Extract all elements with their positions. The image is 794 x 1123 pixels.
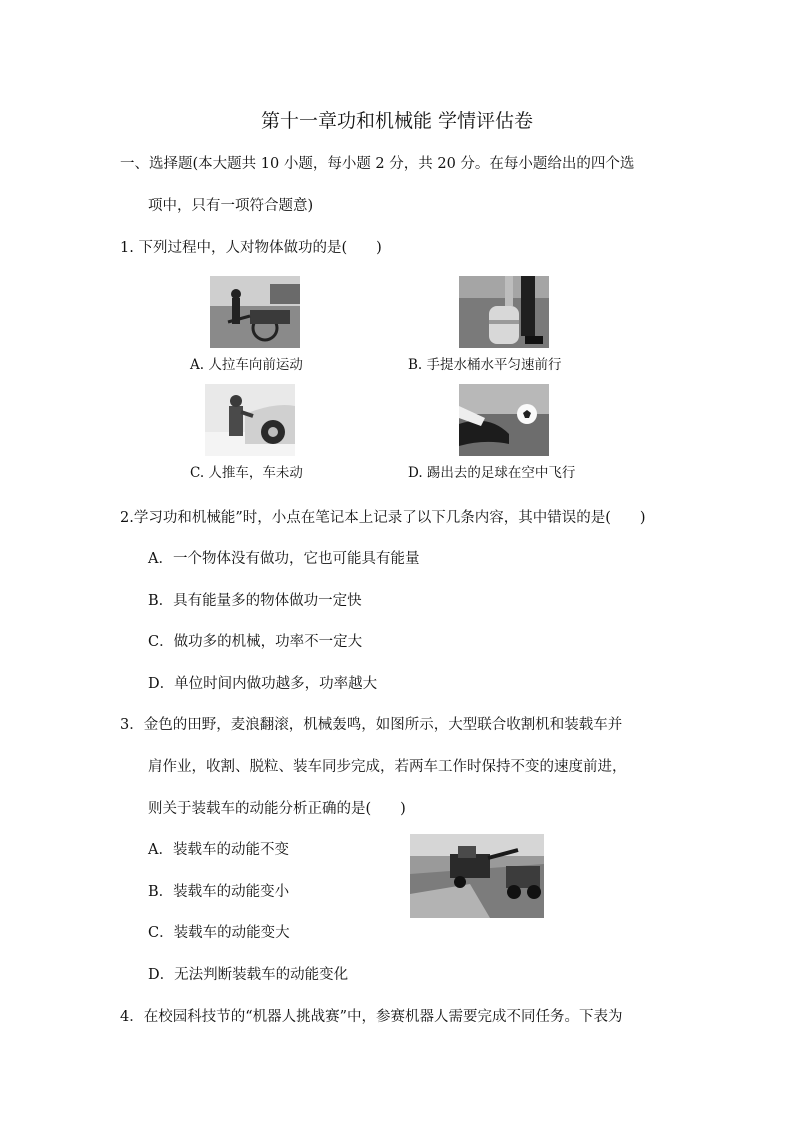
q1-caption-d: D. 踢出去的足球在空中飞行 [408, 465, 576, 481]
q1-stem: 1. 下列过程中，人对物体做功的是( ) [120, 240, 382, 256]
q3-option-b: B．装载车的动能变小 [148, 884, 290, 900]
q2-option-b: B．具有能量多的物体做功一定快 [148, 593, 362, 609]
q2-stem: 2.学习功和机械能”时，小点在笔记本上记录了以下几条内容，其中错误的是( ) [120, 510, 646, 526]
q1-image-c [205, 384, 295, 456]
q2-option-a: A．一个物体没有做功，它也可能具有能量 [148, 551, 420, 567]
q1-caption-a: A. 人拉车向前运动 [190, 357, 303, 373]
page-title: 第十一章功和机械能 学情评估卷 [260, 110, 534, 132]
q3-line2: 肩作业，收割、脱粒、装车同步完成，若两车工作时保持不变的速度前进， [148, 759, 627, 775]
q2-option-d: D．单位时间内做功越多，功率越大 [148, 676, 378, 692]
section-heading-line1: 一、选择题(本大题共 10 小题，每小题 2 分，共 20 分。在每小题给出的四个选 [120, 156, 635, 172]
q3-line1: 3．金色的田野，麦浪翻滚，机械轰鸣，如图所示，大型联合收割机和装载车并 [120, 717, 623, 733]
q3-option-c: C．装载车的动能变大 [148, 925, 290, 941]
q3-image-harvester [410, 834, 544, 918]
q1-image-b [459, 276, 549, 348]
q2-option-c: C．做功多的机械，功率不一定大 [148, 634, 363, 650]
q4-line1: 4．在校园科技节的“机器人挑战赛”中，参赛机器人需要完成不同任务。下表为 [120, 1009, 623, 1025]
q1-caption-b: B. 手提水桶水平匀速前行 [408, 357, 562, 373]
q1-image-a [210, 276, 300, 348]
q3-option-a: A．装载车的动能不变 [148, 842, 289, 858]
q1-caption-c: C. 人推车，车未动 [190, 465, 303, 481]
section-heading-line2: 项中，只有一项符合题意) [148, 198, 314, 214]
q1-image-d [459, 384, 549, 456]
q3-line3: 则关于装载车的动能分析正确的是( ) [148, 801, 406, 817]
q3-option-d: D．无法判断装载车的动能变化 [148, 967, 349, 983]
